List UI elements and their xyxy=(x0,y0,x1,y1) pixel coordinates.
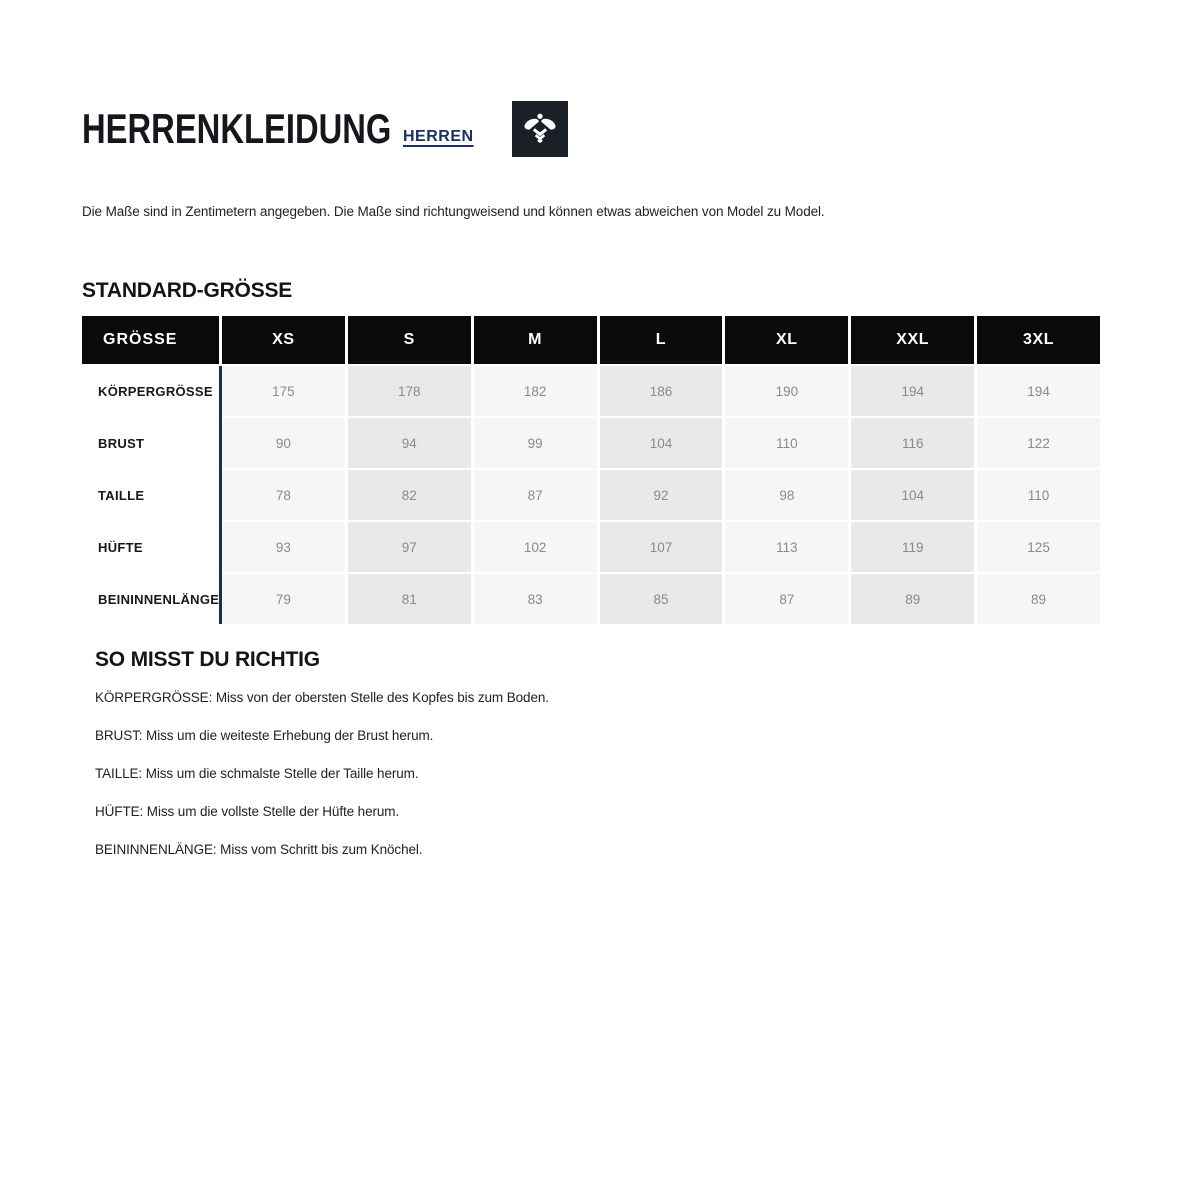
size-value-cell: 104 xyxy=(851,470,974,520)
row-label: BEININNENLÄNGE xyxy=(82,574,219,624)
size-value-cell: 83 xyxy=(474,574,597,624)
column-header-xs: XS xyxy=(222,316,345,364)
size-table xyxy=(82,316,1100,624)
size-value-cell: 116 xyxy=(851,418,974,468)
size-value-cell: 99 xyxy=(474,418,597,468)
row-label: BRUST xyxy=(82,418,219,468)
size-value-cell: 98 xyxy=(725,470,848,520)
size-guide-page xyxy=(82,0,1100,857)
size-value-cell: 102 xyxy=(474,522,597,572)
size-value-cell: 79 xyxy=(222,574,345,624)
column-header-xxl: XXL xyxy=(851,316,974,364)
measure-guide-list xyxy=(95,690,1100,857)
table-corner-header: GRÖSSE xyxy=(82,316,219,364)
size-value-cell: 94 xyxy=(348,418,471,468)
size-value-cell: 97 xyxy=(348,522,471,572)
size-value-cell: 178 xyxy=(348,366,471,416)
size-value-cell: 110 xyxy=(725,418,848,468)
size-value-cell: 87 xyxy=(725,574,848,624)
size-value-cell: 81 xyxy=(348,574,471,624)
herren-link[interactable]: HERREN xyxy=(403,128,474,145)
column-header-3xl: 3XL xyxy=(977,316,1100,364)
measure-guide-heading: SO MISST DU RICHTIG xyxy=(95,648,320,671)
row-label: KÖRPERGRÖSSE xyxy=(82,366,219,416)
size-value-cell: 125 xyxy=(977,522,1100,572)
size-value-cell: 182 xyxy=(474,366,597,416)
size-value-cell: 92 xyxy=(600,470,723,520)
size-value-cell: 85 xyxy=(600,574,723,624)
size-value-cell: 113 xyxy=(725,522,848,572)
size-value-cell: 122 xyxy=(977,418,1100,468)
column-header-l: L xyxy=(600,316,723,364)
size-value-cell: 186 xyxy=(600,366,723,416)
row-label: TAILLE xyxy=(82,470,219,520)
column-header-xl: XL xyxy=(725,316,848,364)
measure-instruction: TAILLE: Miss um die schmalste Stelle der Taille herum. xyxy=(95,766,419,781)
size-value-cell: 90 xyxy=(222,418,345,468)
measure-instruction: HÜFTE: Miss um die vollste Stelle der Hüfte herum. xyxy=(95,804,400,819)
size-value-cell: 194 xyxy=(977,366,1100,416)
size-value-cell: 104 xyxy=(600,418,723,468)
size-value-cell: 78 xyxy=(222,470,345,520)
size-value-cell: 107 xyxy=(600,522,723,572)
size-value-cell: 82 xyxy=(348,470,471,520)
page-header xyxy=(82,100,1100,158)
size-value-cell: 175 xyxy=(222,366,345,416)
size-value-cell: 89 xyxy=(977,574,1100,624)
measure-instruction: BRUST: Miss um die weiteste Erhebung der Brust herum. xyxy=(95,728,434,743)
size-value-cell: 93 xyxy=(222,522,345,572)
intro-text: Die Maße sind in Zentimetern angegeben. Die Maße sind richtungweisend und können etwas abweichen von Model zu Model. xyxy=(82,204,825,219)
size-value-cell: 190 xyxy=(725,366,848,416)
hummel-bee-icon xyxy=(518,107,562,151)
page-title: HERRENKLEIDUNG xyxy=(82,105,392,152)
size-value-cell: 89 xyxy=(851,574,974,624)
size-value-cell: 119 xyxy=(851,522,974,572)
hummel-logo xyxy=(512,101,568,157)
measure-instruction: BEININNENLÄNGE: Miss vom Schritt bis zum Knöchel. xyxy=(95,842,423,857)
size-value-cell: 110 xyxy=(977,470,1100,520)
page-title-wrap xyxy=(82,105,392,153)
measure-instruction: KÖRPERGRÖSSE: Miss von der obersten Stelle des Kopfes bis zum Boden. xyxy=(95,690,549,705)
row-label: HÜFTE xyxy=(82,522,219,572)
size-value-cell: 194 xyxy=(851,366,974,416)
column-header-s: S xyxy=(348,316,471,364)
size-table-heading: STANDARD-GRÖSSE xyxy=(82,279,293,302)
size-value-cell: 87 xyxy=(474,470,597,520)
measure-guide xyxy=(95,648,1100,857)
column-header-m: M xyxy=(474,316,597,364)
table-divider-line xyxy=(219,366,222,624)
